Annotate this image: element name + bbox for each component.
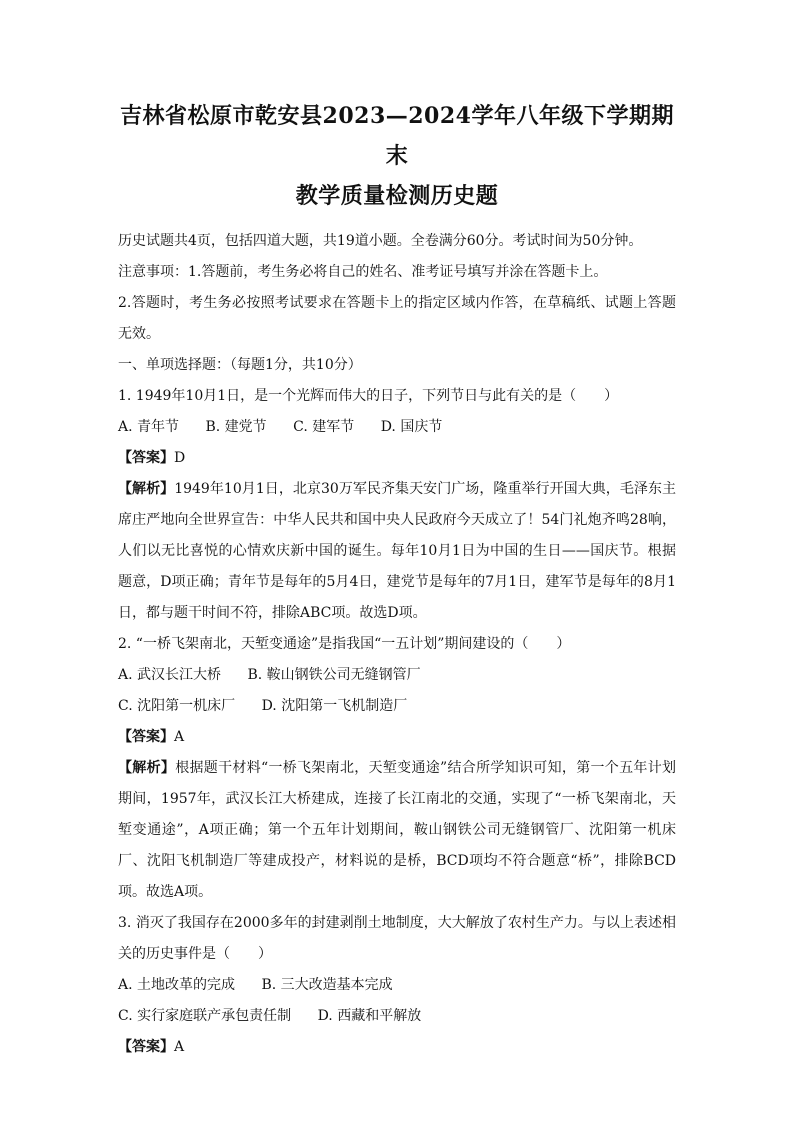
option-a: A. 土地改革的完成 — [118, 977, 236, 993]
option-c: C. 沈阳第一机床厂 — [118, 698, 236, 714]
option-row — [118, 1001, 676, 1032]
option-row — [118, 970, 676, 1001]
option-row — [118, 412, 676, 443]
option-c: C. 实行家庭联产承包责任制 — [118, 1008, 292, 1024]
option-c: C. 建军节 — [293, 419, 355, 435]
section-heading: 一、单项选择题：（每题1分，共10分） — [118, 357, 362, 373]
question-stem: 3. 消灭了我国存在2000多年的封建剥削土地制度，大大解放了农村生产力。与以上表述相关的历史事件是（ ） — [118, 915, 676, 962]
option-a: A. 青年节 — [118, 419, 180, 435]
page-title: 吉林省松原市乾安县2023—2024学年八年级下学期期末 — [120, 103, 674, 169]
answer-tag: 【答案】 — [118, 450, 174, 466]
answer-tag: 【答案】 — [118, 1039, 174, 1055]
answer-line — [118, 1032, 676, 1063]
analysis-text: 1949年10月1日，北京30万军民齐集天安门广场，隆重举行开国大典，毛泽东主席庄严地向全世界宣告：中华人民共和国中央人民政府今天成立了！54门礼炮齐鸣28响，人们以无比喜悦的心情欢庆新中国的诞生。每年10月1日为中国的生日——国庆节。根据题意，D项正确；青年节是每年的5月4日，建党节是每年的7月1日，建军节是每年的8月1日，都与题干时间不符，排除ABC项。故选D项。 — [118, 481, 676, 621]
notice-paragraph-2: 2.答题时，考生务必按照考试要求在答题卡上的指定区域内作答，在草稿纸、试题上答题无效。 — [118, 295, 676, 342]
answer-value: A — [174, 1039, 185, 1055]
option-b: B. 三大改造基本完成 — [261, 977, 393, 993]
answer-line — [118, 722, 676, 753]
option-b: B. 建党节 — [205, 419, 267, 435]
intro-paragraph: 历史试题共4页，包括四道大题，共19道小题。全卷满分60分。考试时间为50分钟。 — [118, 233, 643, 249]
option-row — [118, 660, 676, 691]
analysis-tag: 【解析】 — [118, 760, 176, 776]
option-b: B. 鞍山钢铁公司无缝钢管厂 — [247, 667, 421, 683]
analysis-paragraph — [118, 474, 676, 629]
answer-value: A — [174, 729, 185, 745]
analysis-tag: 【解析】 — [118, 481, 175, 497]
question-stem: 1. 1949年10月1日，是一个光辉而伟大的日子，下列节日与此有关的是（ ） — [118, 388, 619, 404]
exam-page — [118, 96, 676, 1063]
option-d: D. 国庆节 — [380, 419, 443, 435]
option-a: A. 武汉长江大桥 — [118, 667, 222, 683]
page-subtitle: 教学质量检测历史题 — [295, 183, 499, 209]
analysis-text: 根据题干材料“一桥飞架南北，天堑变通途”结合所学知识可知，第一个五年计划期间，1957年，武汉长江大桥建成，连接了长江南北的交通，实现了“一桥飞架南北，天堑变通途”，A项正确；第一个五年计划期间，鞍山钢铁公司无缝钢管厂、沈阳第一机床厂、沈阳飞机制造厂等建成投产，材料说的是桥，BCD项均不符合题意“桥”，排除BCD项。故选A项。 — [118, 760, 677, 900]
notice-paragraph: 注意事项：1.答题前，考生务必将自己的姓名、准考证号填写并涂在答题卡上。 — [118, 264, 608, 280]
option-row — [118, 691, 676, 722]
answer-line — [118, 443, 676, 474]
analysis-paragraph — [118, 753, 676, 908]
option-d: D. 沈阳第一飞机制造厂 — [261, 698, 408, 714]
option-d: D. 西藏和平解放 — [317, 1008, 422, 1024]
answer-tag: 【答案】 — [118, 729, 174, 745]
question-stem: 2. “一桥飞架南北，天堑变通途”是指我国“一五计划”期间建设的（ ） — [118, 636, 571, 652]
answer-value: D — [174, 450, 186, 466]
